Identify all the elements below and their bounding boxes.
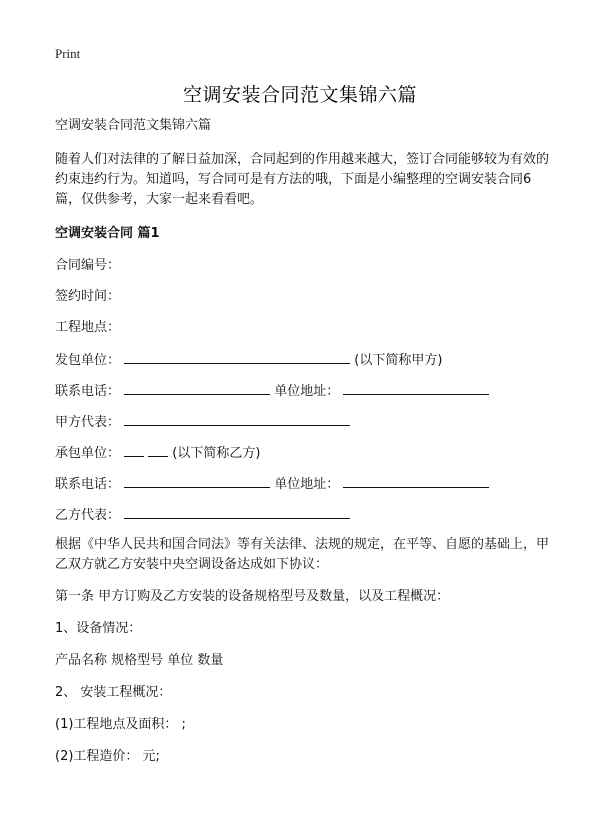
rep-b-label: 乙方代表： <box>55 508 121 523</box>
contractor-suffix: (以下简称乙方) <box>172 446 261 461</box>
document-title: 空调安装合同范文集锦六篇 <box>182 84 417 106</box>
employer-suffix: (以下简称甲方) <box>354 353 443 368</box>
intro-paragraph: 随着人们对法律的了解日益加深，合同起到的作用越来越大，签订合同能够较为有效的约束违约行为。知道吗，写合同可是有方法的哦，下面是小编整理的空调安装合同6篇，仅供参考，大家一起来看看吧。 <box>55 152 550 207</box>
contract-number-row <box>55 256 550 276</box>
employer-blank <box>124 349 350 364</box>
contractor-label: 承包单位： <box>55 446 121 461</box>
article-1: 第一条 甲方订购及乙方安装的设备规格型号及数量，以及工程概况： <box>55 589 450 604</box>
project-location-label: 工程地点： <box>55 320 121 335</box>
contractor-row <box>55 442 550 462</box>
contractor-rep-row <box>55 504 550 524</box>
contractor-blank-1 <box>124 442 144 457</box>
phone-a-blank <box>124 380 270 395</box>
contractor-blank-2 <box>148 442 168 457</box>
item-2-2: (2)工程造价： 元; <box>55 749 160 764</box>
rep-a-label: 甲方代表： <box>55 415 121 430</box>
address-a-blank <box>343 380 489 395</box>
document-subtitle: 空调安装合同范文集锦六篇 <box>55 118 212 133</box>
employer-row <box>55 349 550 369</box>
rep-a-blank <box>124 411 350 426</box>
employer-label: 发包单位： <box>55 353 121 368</box>
item-1: 1、设备情况： <box>55 621 142 636</box>
section-heading: 空调安装合同 篇1 <box>55 226 160 241</box>
agreement-paragraph: 根据《中华人民共和国合同法》等有关法律、法规的规定，在平等、自愿的基础上，甲乙双方就乙方安装中央空调设备达成如下协议： <box>55 537 550 572</box>
address-a-label: 单位地址： <box>274 384 340 399</box>
phone-b-label: 联系电话： <box>55 477 121 492</box>
phone-a-label: 联系电话： <box>55 384 121 399</box>
phone-b-blank <box>124 473 270 488</box>
address-b-blank <box>343 473 489 488</box>
rep-b-blank <box>124 504 350 519</box>
item-2: 2、 安装工程概况： <box>55 685 172 700</box>
contract-number-label: 合同编号： <box>55 258 121 273</box>
item-2-1: (1)工程地点及面积： ; <box>55 717 186 732</box>
address-b-label: 单位地址： <box>274 477 340 492</box>
sign-time-row <box>55 287 550 307</box>
employer-contact-row <box>55 380 550 400</box>
sign-time-label: 签约时间： <box>55 289 121 304</box>
employer-rep-row <box>55 411 550 431</box>
document-body <box>55 116 550 779</box>
project-location-row <box>55 318 550 338</box>
product-table-header: 产品名称 规格型号 单位 数量 <box>55 653 224 668</box>
contractor-contact-row <box>55 473 550 493</box>
print-label: Print <box>55 46 81 61</box>
